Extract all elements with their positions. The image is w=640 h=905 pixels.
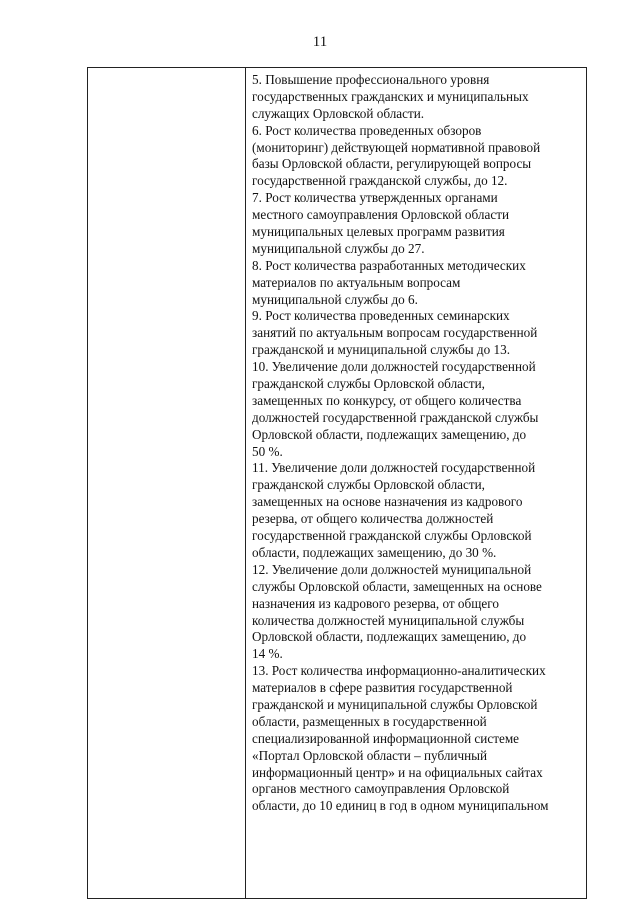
text-line: гражданской и муниципальной службы до 13.	[252, 342, 511, 358]
text-line: материалов по актуальным вопросам	[252, 274, 461, 290]
text-line: 50 %.	[252, 443, 283, 459]
page-number: 11	[312, 34, 328, 50]
text-line: 5. Повышение профессионального уровня	[252, 72, 490, 87]
text-line: 7. Рост количества утвержденных органами	[252, 190, 498, 206]
text-line: (мониторинг) действующей нормативной правовой	[252, 139, 541, 155]
text-line: органов местного самоуправления Орловской	[252, 781, 510, 797]
text-line: 9. Рост количества проведенных семинарских	[252, 308, 510, 324]
text-line: муниципальных целевых программ развития	[252, 224, 505, 240]
text-line: местного самоуправления Орловской области	[252, 207, 510, 223]
text-line: 12. Увеличение доли должностей муниципальной	[252, 561, 532, 577]
text-line: службы Орловской области, замещенных на основе	[252, 578, 542, 594]
text-line: Орловской области, подлежащих замещению, до	[252, 426, 527, 442]
text-line: 10. Увеличение доли должностей государственной	[252, 359, 536, 375]
text-line: гражданской службы Орловской области,	[252, 376, 485, 392]
text-line: 14 %.	[252, 646, 283, 662]
text-line: гражданской службы Орловской области,	[252, 477, 485, 493]
text-line: замещенных на основе назначения из кадрового	[252, 494, 523, 510]
text-line: области, до 10 единиц в год в одном муниципальном	[252, 798, 549, 814]
text-line: служащих Орловской области.	[252, 105, 425, 121]
text-line: Орловской области, подлежащих замещению, до	[252, 629, 527, 645]
text-line: замещенных по конкурсу, от общего количества	[252, 392, 522, 408]
text-line: государственных гражданских и муниципальных	[252, 88, 529, 104]
text-line: 6. Рост количества проведенных обзоров	[252, 122, 482, 138]
text-line: муниципальной службы до 27.	[252, 240, 425, 256]
text-line: области, размещенных в государственной	[252, 713, 487, 729]
text-line: 11. Увеличение доли должностей государственной	[252, 460, 536, 476]
text-line: должностей государственной гражданской службы	[252, 409, 539, 425]
text-line: государственной гражданской службы, до 12.	[252, 173, 508, 189]
text-line: 13. Рост количества информационно-аналитических	[252, 663, 546, 679]
text-line: базы Орловской области, регулирующей вопросы	[252, 156, 532, 172]
text-line: гражданской и муниципальной службы Орловской	[252, 696, 538, 712]
table-left-cell	[88, 68, 246, 898]
text-line: занятий по актуальным вопросам государственной	[252, 325, 538, 341]
text-line: специализированной информационной системе	[252, 730, 520, 746]
text-line: государственной гражданской службы Орловской	[252, 528, 532, 544]
text-line: области, подлежащих замещению, до 30 %.	[252, 544, 497, 560]
text-line: материалов в сфере развития государственной	[252, 680, 513, 696]
text-line: 8. Рост количества разработанных методических	[252, 257, 526, 273]
text-line: резерва, от общего количества должностей	[252, 511, 494, 527]
text-line: муниципальной службы до 6.	[252, 291, 418, 307]
text-line: «Портал Орловской области – публичный	[252, 747, 488, 763]
text-line: назначения из кадрового резерва, от общего	[252, 595, 499, 611]
text-line: информационный центр» и на официальных сайтах	[252, 764, 543, 780]
table-right-cell	[246, 68, 586, 898]
targets-table	[87, 67, 587, 899]
text-line: количества должностей муниципальной службы	[252, 612, 525, 628]
